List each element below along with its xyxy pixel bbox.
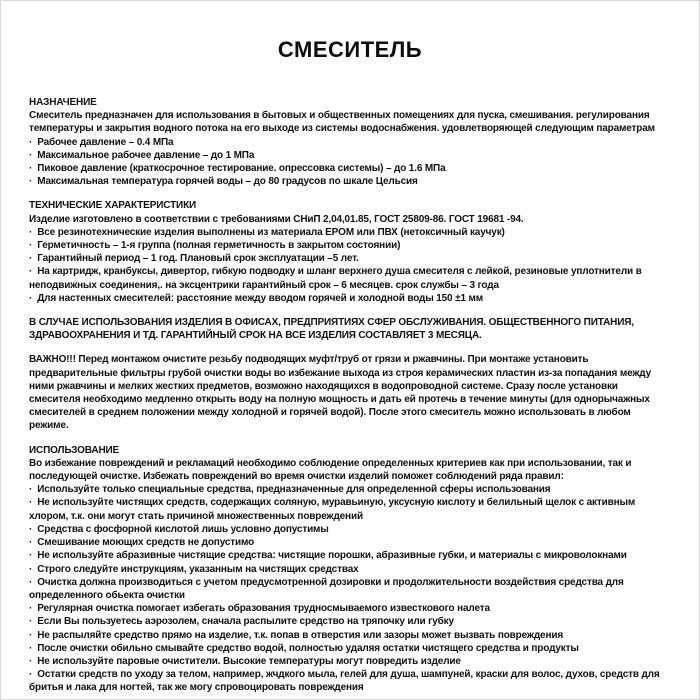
bullet-item: · Регулярная очистка помогает избегать образования трудносмываемого известкового налета <box>29 602 671 615</box>
section-important-note <box>29 353 671 432</box>
section-heading-usage: ИСПОЛЬЗОВАНИЕ <box>29 444 120 456</box>
technical-specs-intro: Изделие изготовлено в соответствии с требованиями СНиП 2,04,01.85, ГОСТ 25809-86. ГОСТ 19681 -94. <box>29 213 524 225</box>
bullet-item: · Строго следуйте инструкциям, указанным на чистящих средствах <box>29 563 671 576</box>
office-warranty-note: В СЛУЧАЕ ИСПОЛЬЗОВАНИЯ ИЗДЕЛИЯ В ОФИСАХ, ПРЕДПРИЯТИЯХ СФЕР ОБСЛУЖИВАНИЯ. ОБЩЕСТВЕННОГО ПИТАНИЯ, ЗДРАВООХРАНЕНИЯ И ТД. ГАРАНТИЙНЫЙ СРОК НА ВСЕ ИЗДЕЛИЯ СОСТАВЛЯЕТ 3 МЕСЯЦА. <box>29 317 634 342</box>
bullet-item: · Для настенных смесителей: расстояние между вводом горячей и холодной воды 150 ±1 мм <box>29 292 671 305</box>
bullet-item: · Средства с фосфорной кислотой лишь условно допустимы <box>29 523 671 536</box>
document-title: СМЕСИТЕЛЬ <box>277 37 423 62</box>
section-heading-technical-specs: ТЕХНИЧЕСКИЕ ХАРАКТЕРИСТИКИ <box>29 200 197 212</box>
bullet-item: · Гарантийный период – 1 год. Плановый срок эксплуатации –5 лет. <box>29 252 671 265</box>
bullet-item: · Максимальная температура горячей воды – до 80 градусов по шкале Цельсия <box>29 175 671 188</box>
bullet-item: · Герметичность – 1-я группа (полная герметичность в закрытом состоянии) <box>29 239 671 252</box>
bullet-item: · Не распыляйте средство прямо на изделие, т.к. попав в отверстия или зазоры может вызвать повреждения <box>29 629 671 642</box>
document-body <box>29 96 671 695</box>
bullet-item: · Очистка должна производиться с учетом предусмотренной дозировки и продолжительности воздействия средства для определенного обьекта очистки <box>29 576 671 602</box>
section-purpose <box>29 96 671 188</box>
bullet-item: · Максимальное рабочее давление – до 1 МПа <box>29 149 671 162</box>
bullet-item: · На картридж, кранбуксы, дивертор, гибкую подводку и шланг верхнего душа смесителя с лейкой, резиновые уплотнители в неподвижных соединения,. на эксцентрики гарантийный срок – 6 месяцев. срок службы – 3 года <box>29 265 671 291</box>
bullet-item: · Все резинотехнические изделия выполнены из материала EPOM или ПВХ (нетоксичный каучук) <box>29 226 671 239</box>
bullet-item: · Рабочее давление – 0.4 МПа <box>29 136 671 149</box>
bullet-item: · Остатки средств по уходу за телом, например, жчдкого мыла, гелей для душа, шампуней, краски для волос, духов, средств для бритья и лака для ногтей, так же могу спровоцировать повреждения <box>29 668 671 694</box>
bullet-item: · Если Вы пользуетесь аэрозолем, сначала распылите средство на тряпочку или губку <box>29 615 671 628</box>
bullet-item: · После очистки обильно смывайте средство водой, полностью удаляя остатки чистящего средства и продукты <box>29 642 671 655</box>
section-technical-specs <box>29 199 671 305</box>
usage-intro: Во избежание повреждений и рекламаций необходимо соблюдение определенных критериев как при использовании, так и последующей очистке. Избежать повреждений во время очистки изделий поможет соблюдений ряда правил: <box>29 457 632 483</box>
bullet-item: · Используйте только специальные средства, предназначенные для определенной сферы использования <box>29 483 671 496</box>
purpose-intro: Смеситель предназначен для использования в бытовых и общественных помещениях для пуска, смешивания. регулирования температуры и закрытия водного потока на его выходе из системы водоснабжения. удовлетворяющей следующим параметрам <box>29 110 655 135</box>
bullet-item: · Не используйте паровые очистители. Высокие температуры могут повредить изделие <box>29 655 671 668</box>
bullet-item: · Не используйте абразивные чистящие средства: чистящие порошки, абразивные губки, и материалы с микроволокнами <box>29 549 671 562</box>
instruction-document <box>1 37 699 695</box>
bullet-item: · Не используйте чистящих средств, содержащих соляную, муравьиную, уксусную кислоту и белильный щелок с активным хлором, т.к. они могут стать причиной множественных повреждений <box>29 496 671 522</box>
bullet-item: · Смешивание моющих средств не допустимо <box>29 536 671 549</box>
section-usage <box>29 444 671 695</box>
section-heading-purpose: НАЗНАЧЕНИЕ <box>29 97 97 108</box>
important-note: ВАЖНО!!! Перед монтажом очистите резьбу подводящих муфт/труб от грязи и ржавчины. При монтаже установить предварительные фильтры грубой очистки воды во избежание выхода из строя керамических пластин из-за попадания между ними ржавчины и мелких жестких предметов, возможно находящихся в водопроводной системе. Сразу после установки смесителя необходимо медленно открыть воду на полную мощность и дать ей протечь в течение минуты (для однорычажных смесителей в среднем положении между холодной и горячей водой). После этого смеситель можно использовать в любом режиме. <box>29 354 652 432</box>
bullet-item: · Пиковое давление (краткосрочное тестирование. опрессовка системы) – до 1.6 МПа <box>29 162 671 175</box>
section-office-warranty-note <box>29 316 671 342</box>
